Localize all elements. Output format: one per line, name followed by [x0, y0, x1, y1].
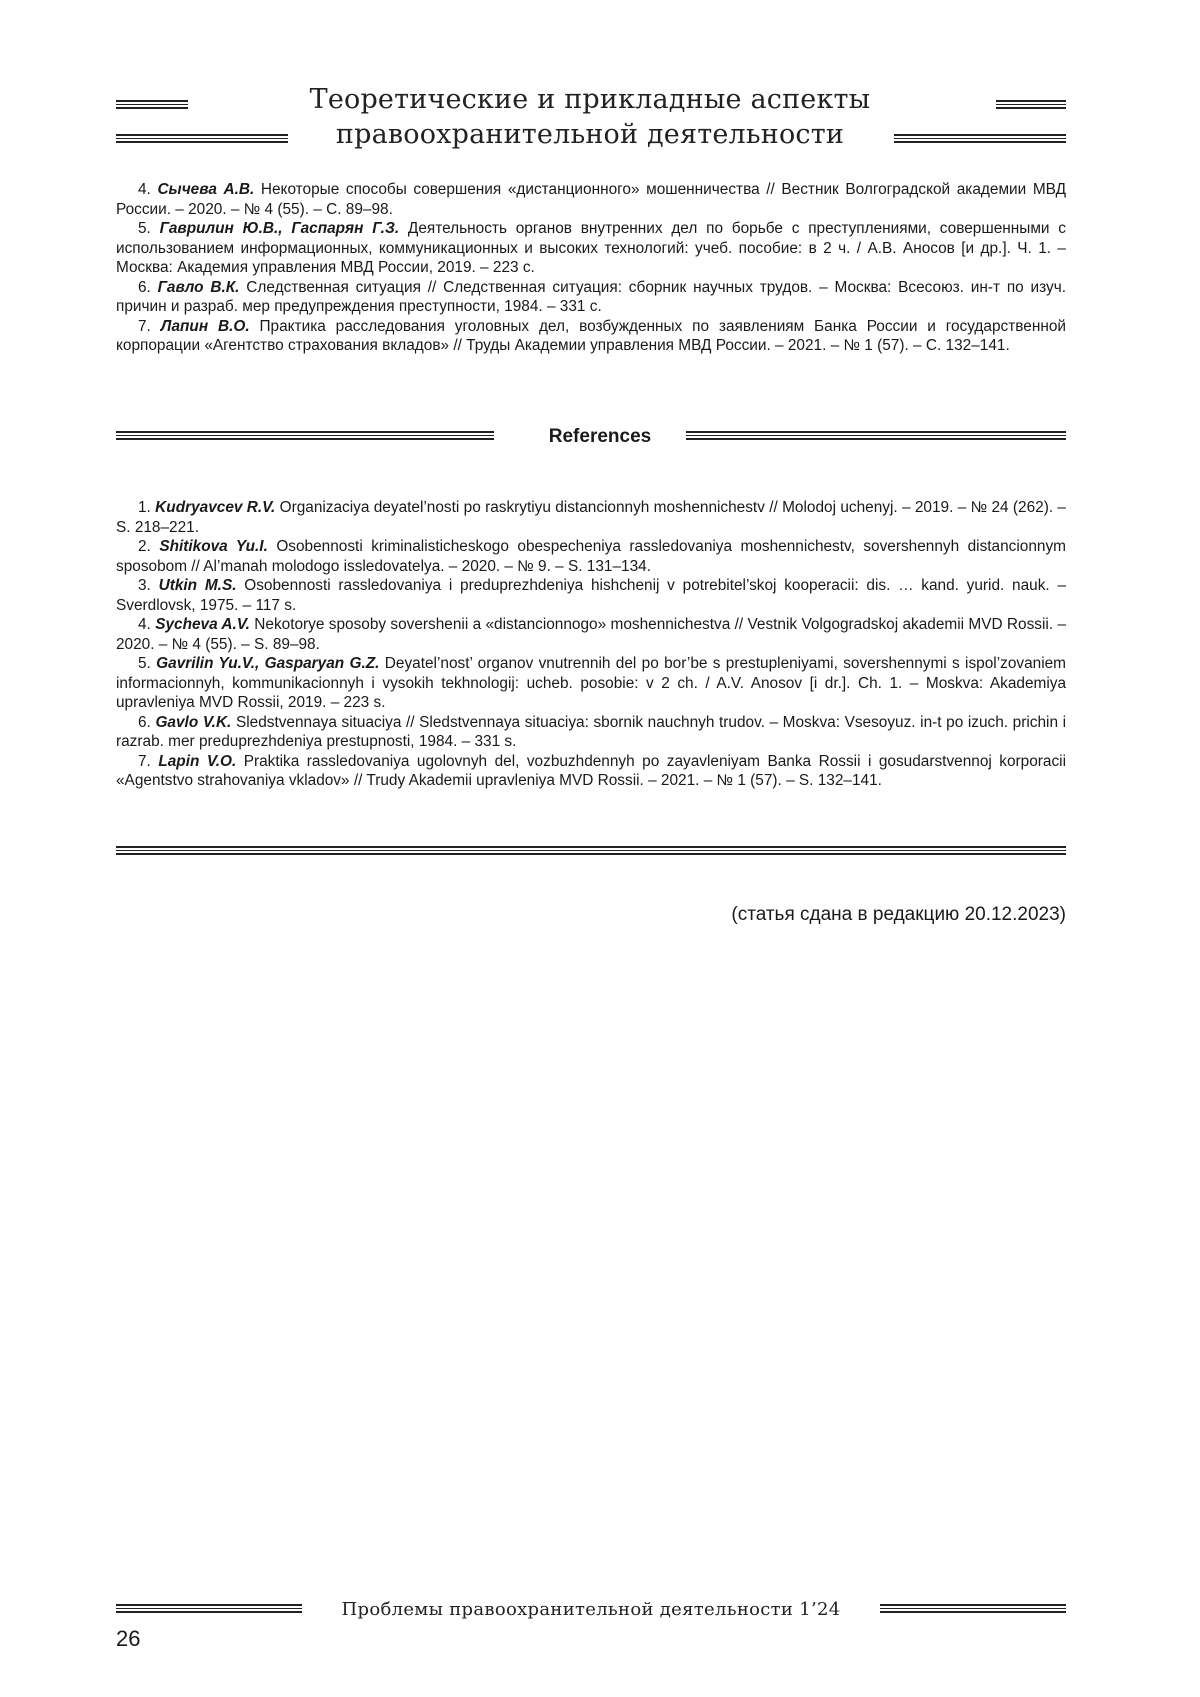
reference-author: Gavlo V.K. [155, 713, 232, 731]
reference-item: 1. Kudryavcev R.V. Organizaciya deyatel’nosti po raskrytiyu distancionnyh moshennichestv // Molodoj uchenyj. – 2019. – № 24 (262). – S. 218–221. [116, 499, 1066, 536]
header-rule-top-right [996, 100, 1066, 109]
header-title-line2: правоохранительной деятельности [335, 119, 845, 150]
header-rule-top-left [116, 100, 188, 109]
reference-item: 3. Utkin M.S. Osobennosti rassledovaniya i preduprezhdeniya hishchenij v potrebitel’skoj kooperacii: dis. … kand. yurid. nauk. – Sverdlovsk, 1975. – 117 s. [116, 577, 1067, 614]
reference-author: Shitikova Yu.I. [159, 538, 268, 555]
reference-item: 7. Lapin V.O. Praktika rassledovaniya ugolovnyh del, vozbuzhdennyh po zayavleniyam Banka Rossii i gosudarstvennoj korporacii «Agentstvo strahovaniya vkladov» // Trudy Akademii upravleniya MVD Rossii. – 2021. – № 1 (57). – S. 132–141. [116, 752, 1067, 789]
references-list [116, 498, 1066, 791]
submission-date-note: (статья сдана в редакцию 20.12.2023) [731, 904, 1066, 925]
reference-item: 4. Сычева А.В. Некоторые способы совершения «дистанционного» мошенничества // Вестник Волгоградской академии МВД России. – 2020. – № 4 (55). – С. 89–98. [116, 181, 1066, 218]
reference-item: 4. Sycheva A.V. Nekotorye sposoby sovershenii a «distancionnogo» moshennichestva // Vestnik Volgogradskoj akademii MVD Rossii. – 2020. – № 4 (55). – S. 89–98. [116, 616, 1067, 653]
reference-item: 7. Лапин В.О. Практика расследования уголовных дел, возбужденных по заявлениям Банка России и государственной корпорации «Агентство страхования вкладов» // Труды Академии управления МВД России. – 2021. – № 1 (57). – С. 132–141. [116, 317, 1066, 354]
running-header-title [270, 82, 910, 152]
reference-item: 5. Гаврилин Ю.В., Гаспарян Г.З. Деятельность органов внутренних дел по борьбе с преступлениями, совершенными с использованием информационных, коммуникационных и высоких технологий: учеб. пособие: в 2 ч. / А.В. Аносов [и др.]. Ч. 1. – Москва: Академия управления МВД России, 2019. – 223 с. [116, 220, 1066, 276]
reference-author: Sycheva A.V. [155, 616, 250, 633]
footer-rule-left [116, 1604, 302, 1613]
reference-author: Сычева А.В. [157, 181, 255, 198]
reference-item: 6. Гавло В.К. Следственная ситуация // Следственная ситуация: сборник научных трудов. – Москва: Всесоюз. ин-т по изуч. причин и разраб. мер предупреждения преступности, 1984. – 331 с. [116, 278, 1066, 315]
article-end-rule [116, 846, 1066, 855]
header-title-line1: Теоретические и прикладные аспекты [309, 84, 871, 115]
footer-rule-right [880, 1604, 1066, 1613]
references-rule-right [686, 431, 1066, 440]
header-rule-bottom-left [116, 134, 288, 143]
running-footer-journal: Проблемы правоохранительной деятельности 1’24 [341, 1599, 841, 1620]
page-number: 26 [116, 1626, 141, 1651]
russian-reference-list [116, 180, 1066, 356]
reference-author: Гавло В.К. [157, 278, 240, 296]
reference-author: Kudryavcev R.V. [155, 499, 276, 516]
reference-author: Utkin M.S. [158, 577, 237, 594]
reference-item: 6. Gavlo V.K. Sledstvennaya situaciya // Sledstvennaya situaciya: sbornik nauchnyh trudov. – Moskva: Vsesoyuz. in-t po izuch. prichin i razrab. mer preduprezhdeniya prestupnosti, 1984. – 331 s. [116, 713, 1067, 750]
reference-item: 5. Gavrilin Yu.V., Gasparyan G.Z. Deyatel’nost’ organov vnutrennih del po bor’be s prestupleniyami, sovershennymi s ispol’zovaniem informacionnyh, kommunikacionnyh i vysokih tekhnologij: ucheb. posobie: v 2 ch. / A.V. Anosov [i dr.]. Ch. 1. – Moskva: Akademiya upravleniya MVD Rossii, 2019. – 223 s. [116, 655, 1066, 711]
references-rule-left [116, 431, 494, 440]
header-rule-bottom-right [894, 134, 1066, 143]
reference-author: Гаврилин Ю.В., Гаспарян Г.З. [159, 220, 400, 237]
reference-item: 2. Shitikova Yu.I. Osobennosti kriminalisticheskogo obespecheniya rassledovaniya moshennichestv, sovershennyh distancionnym sposobom // Al’manah molodogo issledovatelya. – 2020. – № 9. – S. 131–134. [116, 538, 1066, 575]
reference-author: Lapin V.O. [158, 752, 237, 770]
references-heading: References [548, 426, 652, 447]
reference-author: Gavrilin Yu.V., Gasparyan G.Z. [156, 655, 380, 672]
reference-author: Лапин В.О. [160, 317, 250, 335]
